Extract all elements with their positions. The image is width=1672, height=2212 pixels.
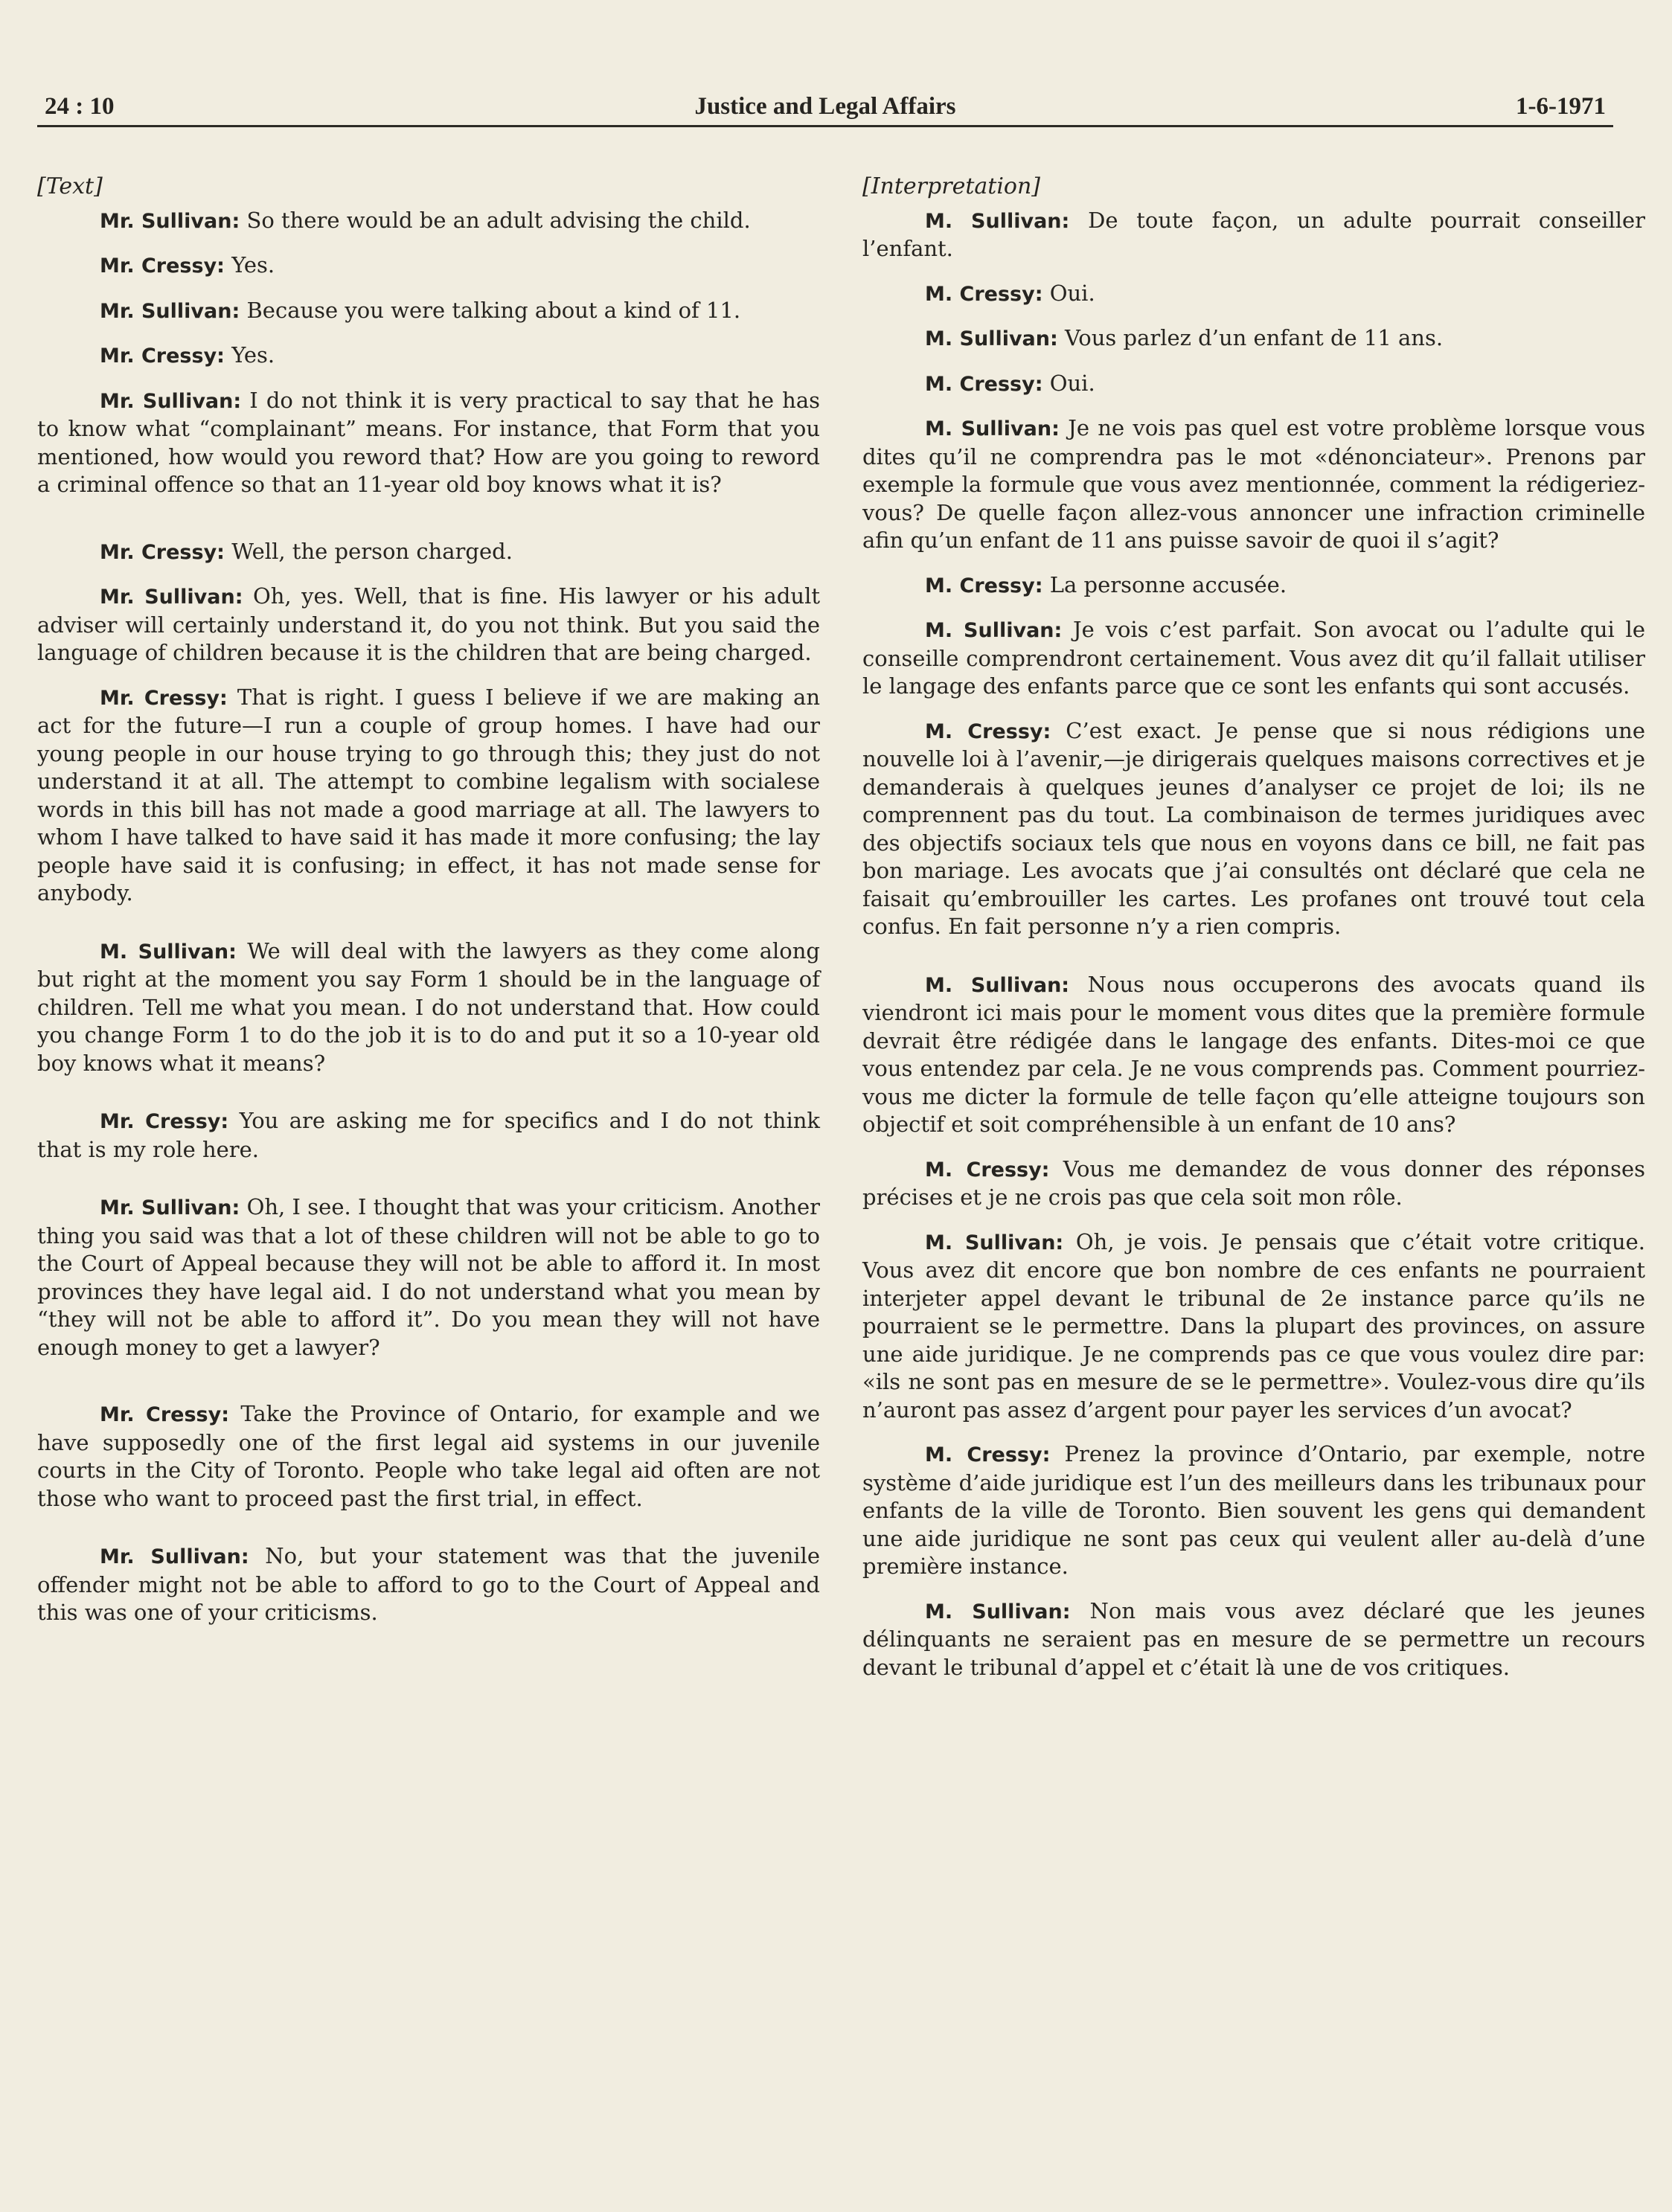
speech-paragraph xyxy=(862,616,1645,701)
speaker-name: M. Cressy: xyxy=(925,719,1051,743)
speech-paragraph xyxy=(862,1597,1645,1682)
speech-paragraph xyxy=(862,324,1645,353)
speech-paragraph xyxy=(37,1542,820,1627)
speaker-name: Mr. Cressy: xyxy=(100,254,225,278)
speaker-name: M. Sullivan: xyxy=(925,619,1063,642)
speech-text: Well, the person charged. xyxy=(231,538,513,564)
speaker-name: M. Sullivan: xyxy=(925,417,1060,440)
speech-paragraph xyxy=(862,971,1645,1139)
speaker-name: Mr. Sullivan: xyxy=(100,389,242,413)
speech-text: C’est exact. Je pense que si nous rédigions une nouvelle loi à l’avenir,—je dirigerais quelques maisons correctives et je demanderais à quelques jeunes d’analyser ce projet de loi; ils ne comprennent pas du tout. La combinaison de termes juridiques avec des objectifs sociaux tels que nous en voyons dans ce bill, ne fait pas bon mariage. Les avocats que j’ai consultés ont déclaré que cela ne faisait qu’embrouiller les cartes. Les profanes ont trouvé tout cela confus. En fait personne n’y a rien compris. xyxy=(862,717,1645,939)
speaker-name: Mr. Sullivan: xyxy=(100,209,240,233)
speaker-name: M. Sullivan: xyxy=(925,327,1058,350)
speech-text: Non mais vous avez déclaré que les jeunes délinquants ne seraient pas en mesure de se permettre un recours devant le tribunal d’appel et c’était là une de vos critiques. xyxy=(862,1597,1646,1680)
speech-text: Oui. xyxy=(1049,370,1095,396)
speech-paragraph xyxy=(37,297,820,326)
speaker-name: M. Sullivan: xyxy=(925,1600,1071,1623)
speaker-name: Mr. Sullivan: xyxy=(100,1196,240,1219)
speech-paragraph xyxy=(37,251,820,280)
speech-text: Oh, je vois. Je pensais que c’était votre critique. Vous avez dit encore que bon nombre de ces enfants ne pourraient interjeter appel devant le tribunal de 2e instance parce qu’ils ne pourraient se le permettre. Dans la plupart des provinces, on assure une aide juridique. Je ne comprends pas ce que vous voulez dire par: «ils ne sont pas en mesure de se le permettre». Voulez-vous dire qu’ils n’auront pas assez d’argent pour payer les services d’un avocat? xyxy=(862,1228,1645,1423)
speech-paragraph xyxy=(862,1440,1645,1581)
speaker-name: M. Sullivan: xyxy=(100,940,237,964)
column-label-interpretation: [Interpretation] xyxy=(862,173,1041,199)
speech-paragraph xyxy=(37,1193,820,1362)
speaker-name: M. Sullivan: xyxy=(925,1231,1064,1254)
speaker-name: Mr. Sullivan: xyxy=(100,299,240,323)
speech-paragraph xyxy=(862,207,1645,263)
speech-paragraph xyxy=(37,387,820,499)
speech-text: Because you were talking about a kind of 11. xyxy=(246,297,741,323)
speaker-name: M. Cressy: xyxy=(925,1158,1050,1182)
speech-text: La personne accusée. xyxy=(1049,571,1287,597)
speaker-name: M. Sullivan: xyxy=(925,209,1070,233)
speech-paragraph xyxy=(862,717,1645,941)
page-folio: 24 : 10 xyxy=(45,93,115,120)
speech-text: Vous me demandez de vous donner des réponses précises et je ne crois pas que cela soit mon rôle. xyxy=(862,1155,1645,1210)
speech-text: Take the Province of Ontario, for example and we have supposedly one of the first legal aid systems in our juvenile courts in the City of Toronto. People who take legal aid often are not those who want to proceed past the first trial, in effect. xyxy=(37,1401,820,1511)
speech-paragraph xyxy=(37,207,820,236)
speech-text: Prenez la province d’Ontario, par exemple, notre système d’aide juridique est l’un des meilleurs dans les tribunaux pour enfants de la ville de Toronto. Bien souvent les gens qui demandent une aide juridique ne sont pas ceux qui veulent aller au-delà d’une première instance. xyxy=(862,1441,1645,1579)
page-header xyxy=(37,88,1613,127)
speech-text: Yes. xyxy=(231,252,275,278)
speech-paragraph xyxy=(37,684,820,908)
speaker-name: Mr. Cressy: xyxy=(100,1403,230,1426)
french-column xyxy=(862,173,1645,1698)
speaker-name: Mr. Cressy: xyxy=(100,1110,229,1133)
speaker-name: M. Sullivan: xyxy=(925,973,1070,997)
speech-text: I do not think it is very practical to say that he has to know what “complainant” means. For instance, that Form that you mentioned, how would you reword that? How are you going to reword a criminal offence so that an 11-year old boy knows what it is? xyxy=(37,387,821,497)
speech-paragraph xyxy=(862,571,1645,600)
speech-text: Oh, I see. I thought that was your criticism. Another thing you said was that a lot of these children will not be able to go to the Court of Appeal because they will not be able to afford it. In most provinces they have legal aid. I do not understand what you mean by “they will not be able to afford it”. Do you mean they will not have enough money to get a lawyer? xyxy=(37,1194,820,1360)
speech-text: That is right. I guess I believe if we are making an act for the future—I run a couple of group homes. I have had our young people in our house trying to go through this; they just do not understand it at all. The attempt to combine legalism with socialese words in this bill has not made a good marriage at all. The lawyers to whom I have talked to have said it has made it more confusing; the lay people have said it is confusing; in effect, it has not made sense for anybody. xyxy=(37,684,820,905)
speech-text: You are asking me for specifics and I do not think that is my role here. xyxy=(37,1108,821,1162)
speaker-name: M. Cressy: xyxy=(925,1443,1051,1466)
speaker-name: M. Cressy: xyxy=(925,574,1043,597)
speaker-name: Mr. Sullivan: xyxy=(100,1545,249,1568)
session-date: 1-6-1971 xyxy=(1516,93,1606,120)
speech-text: So there would be an adult advising the child. xyxy=(246,207,751,233)
speaker-name: M. Cressy: xyxy=(925,282,1043,306)
speech-text: Je ne vois pas quel est votre problème lorsque vous dites qu’il ne comprendra pas le mot «dénonciateur». Prenons par exemple la formule que vous avez mentionnée, comment la rédigeriez-vous? De quelle façon allez-vous annoncer une infraction criminelle afin qu’un enfant de 11 ans puisse savoir de quoi il s’agit? xyxy=(862,415,1646,553)
speech-paragraph xyxy=(37,1400,820,1513)
speech-paragraph xyxy=(37,583,820,667)
speech-paragraph xyxy=(862,414,1645,555)
speech-text: Nous nous occuperons des avocats quand ils viendront ici mais pour le moment vous dites que la première formule devrait être rédigée dans le langage des enfants. Dites-moi ce que vous entendez par cela. Je ne vous comprends pas. Comment pourriez-vous me dicter la formule de telle façon qu’elle atteigne toujours son objectif et soit compréhensible à un enfant de 10 ans? xyxy=(862,971,1646,1137)
column-label-text: [Text] xyxy=(37,173,103,199)
speech-paragraph xyxy=(862,1228,1645,1425)
speech-paragraph xyxy=(862,280,1645,309)
speech-text: De toute façon, un adulte pourrait conseiller l’enfant. xyxy=(862,207,1646,261)
speech-paragraph xyxy=(862,370,1645,399)
speech-text: Vous parlez d’un enfant de 11 ans. xyxy=(1065,325,1444,350)
speech-text: Oh, yes. Well, that is fine. His lawyer or his adult adviser will certainly understand it, do you not think. But you said the language of children because it is the children that are being charged. xyxy=(37,583,821,665)
speech-text: We will deal with the lawyers as they come along but right at the moment you say Form 1 should be in the language of children. Tell me what you mean. I do not understand that. How could you change Form 1 to do the job it is to do and put it so a 10-year old boy knows what it means? xyxy=(37,937,820,1076)
speech-paragraph xyxy=(37,538,820,567)
speaker-name: Mr. Cressy: xyxy=(100,344,225,368)
speaker-name: Mr. Sullivan: xyxy=(100,586,243,609)
speech-text: Yes. xyxy=(231,342,275,368)
running-title: Justice and Legal Affairs xyxy=(694,93,956,120)
speech-paragraph xyxy=(862,1155,1645,1212)
speech-paragraph xyxy=(37,1107,820,1164)
speech-text: Je vois c’est parfait. Son avocat ou l’adulte qui le conseille comprendront certainement. Vous avez dit qu’il fallait utiliser le langage des enfants parce que ce sont les enfants qui sont accusés. xyxy=(862,617,1645,699)
speech-paragraph xyxy=(37,937,820,1078)
english-column xyxy=(37,173,820,1644)
speaker-name: M. Cressy: xyxy=(925,372,1043,396)
speech-text: No, but your statement was that the juvenile offender might not be able to afford to go to the Court of Appeal and this was one of your criticisms. xyxy=(37,1543,820,1625)
speaker-name: Mr. Cressy: xyxy=(100,686,228,710)
speech-text: Oui. xyxy=(1049,280,1095,306)
speaker-name: Mr. Cressy: xyxy=(100,540,225,564)
speech-paragraph xyxy=(37,342,820,371)
